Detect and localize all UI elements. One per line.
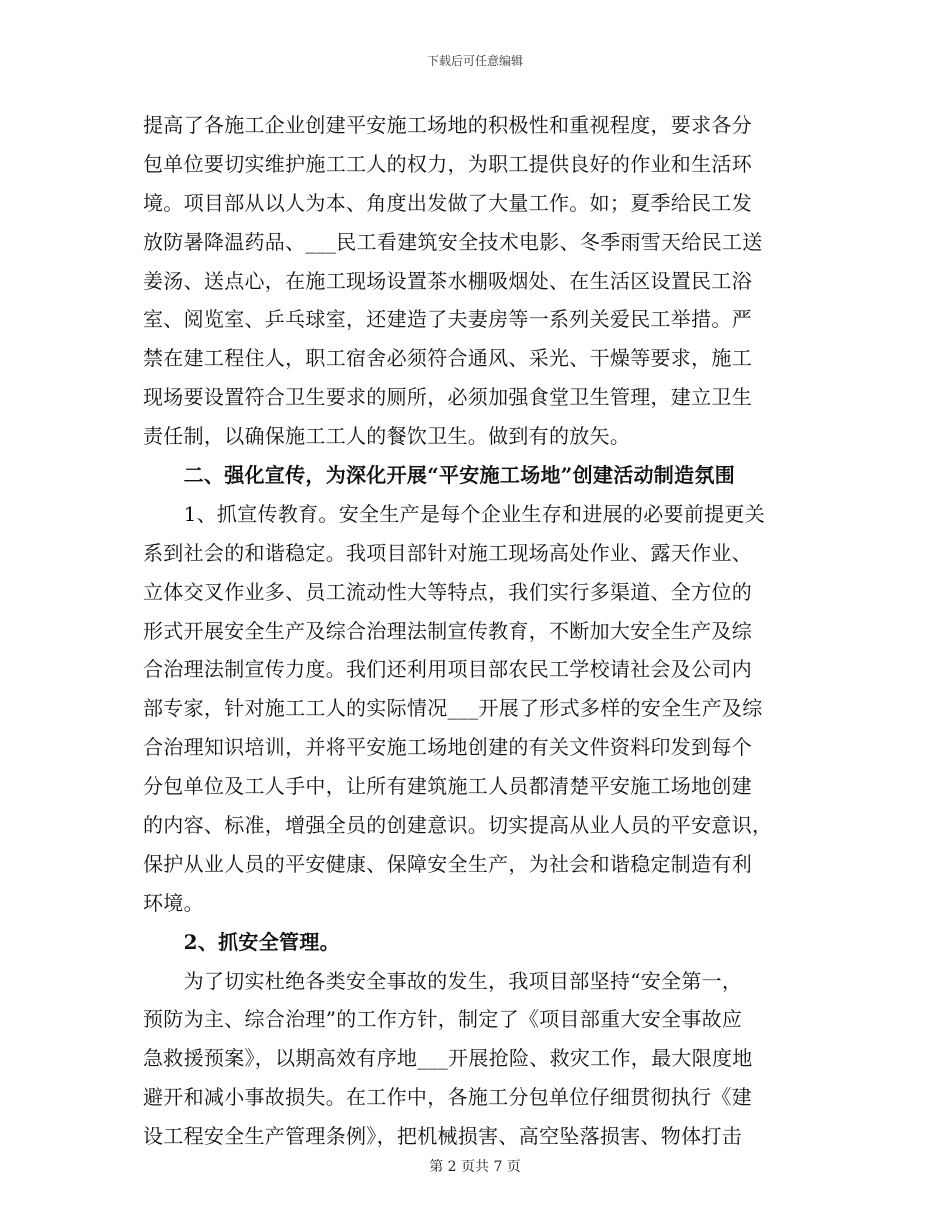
body-text-line: 现场要设置符合卫生要求的厕所，必须加强食堂卫生管理，建立卫生 [143, 385, 752, 410]
body-text-line: 形式开展安全生产及综合治理法制宣传教育，不断加大安全生产及综 [143, 618, 752, 643]
body-text-line: 分包单位及工人手中，让所有建筑施工人员都清楚平安施工场地创建 [143, 774, 752, 799]
body-text-line: 立体交叉作业多、员工流动性大等特点，我们实行多渠道、全方位的 [143, 579, 752, 604]
body-text-line: 提高了各施工企业创建平安施工场地的积极性和重视程度，要求各分 [143, 113, 752, 137]
body-text-line: 责任制，以确保施工工人的餐饮卫生。做到有的放矢。 [143, 424, 631, 449]
section-heading-line: 2、抓安全管理。 [143, 929, 340, 954]
body-text-line: 环境。 [143, 890, 204, 915]
document-body [143, 106, 808, 1156]
body-text-line: 姜汤、送点心，在施工现场设置茶水棚吸烟处、在生活区设置民工浴 [143, 268, 752, 293]
body-text-line: 避开和减小事故损失。在工作中，各施工分包单位仔细贯彻执行《建 [143, 1085, 752, 1110]
body-text-line: 设工程安全生产管理条例》，把机械损害、高空坠落损害、物体打击 [143, 1124, 742, 1149]
section-heading-line: 二、强化宣传，为深化开展“平安施工场地”创建活动制造氛围 [143, 463, 736, 488]
body-text-line: 1、抓宣传教育。安全生产是每个企业生存和进展的必要前提更关 [143, 501, 766, 526]
body-text-line: 系到社会的和谐稳定。我项目部针对施工现场高处作业、露天作业、 [143, 540, 752, 565]
page-header-note: 下载后可任意编辑 [426, 54, 523, 68]
body-text-line: 保护从业人员的平安健康、保障安全生产，为社会和谐稳定制造有利 [143, 851, 752, 876]
body-text-line: 合治理知识培训，并将平安施工场地创建的有关文件资料印发到每个 [143, 735, 752, 760]
body-text-line: 的内容、标准，增强全员的创建意识。切实提高从业人员的平安意识， [143, 813, 773, 838]
body-text-line: 部专家，针对施工工人的实际情况___开展了形式多样的安全生产及综 [143, 696, 763, 721]
body-text-line: 室、阅览室、乒乓球室，还建造了夫妻房等一系列关爱民工举措。严 [143, 307, 752, 332]
body-text-line: 急救援预案》，以期高效有序地___开展抢险、救灾工作，最大限度地 [143, 1046, 753, 1071]
body-text-line: 合治理法制宣传力度。我们还利用项目部农民工学校请社会及公司内 [143, 657, 752, 682]
body-text-line: 包单位要切实维护施工工人的权力，为职工提供良好的作业和生活环 [143, 151, 752, 176]
body-text-line: 为了切实杜绝各类安全事故的发生，我项目部坚持“安全第一， [143, 968, 743, 993]
page-footer-label: 第 2 页共 7 页 [429, 1159, 521, 1175]
body-text-line: 境。项目部从以人为本、角度出发做了大量工作。如；夏季给民工发 [143, 190, 752, 215]
body-text-line: 预防为主、综合治理”的工作方针，制定了《项目部重大安全事故应 [143, 1007, 743, 1032]
body-text-line: 放防暑降温药品、___民工看建筑安全技术电影、冬季雨雪天给民工送 [143, 229, 763, 254]
body-text-line: 禁在建工程住人，职工宿舍必须符合通风、采光、干燥等要求，施工 [143, 346, 752, 371]
